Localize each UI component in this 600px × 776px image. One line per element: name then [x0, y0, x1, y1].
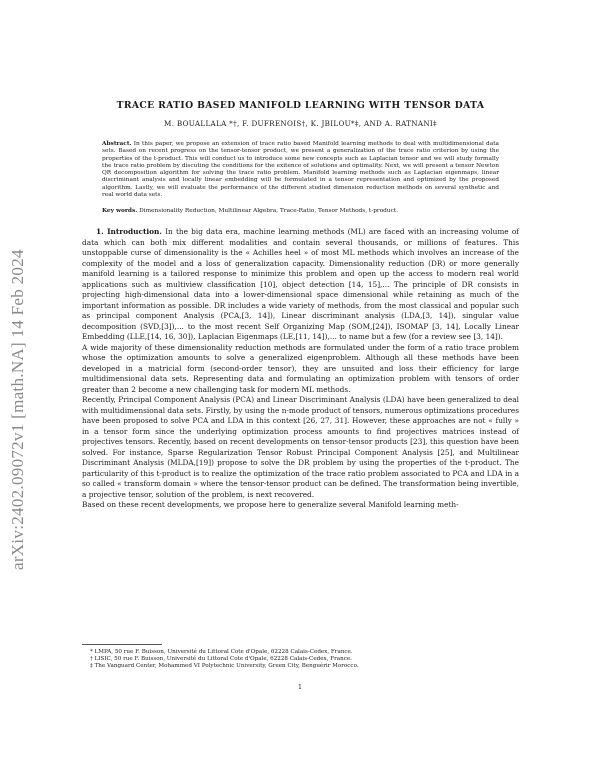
abstract: [102, 141, 499, 199]
arxiv-stamp: arXiv:2402.09072v1 [math.NA] 14 Feb 2024: [8, 249, 27, 570]
footnotes: [82, 644, 519, 671]
keywords-text: Dimensionality Reduction, Multilinear Algebra, Trace-Ratio, Tensor Methods, t-product.: [139, 208, 399, 215]
abstract-label: Abstract.: [102, 141, 132, 147]
keywords-label: Key words.: [102, 208, 138, 215]
author-list: M. BOUALLALA *†, F. DUFRENOIS†, K. JBILOU*‡, AND A. RATNANI‡: [164, 119, 437, 128]
footnote: ‡ The Vanguard Center, Mohammed VI Polytechnic University, Green City, Benguérir Morocco.: [90, 663, 359, 670]
paper-title: TRACE RATIO BASED MANIFOLD LEARNING WITH TENSOR DATA: [116, 100, 485, 111]
footnote: † LISIC, 50 rue F. Buisson, Université du Littoral Cote d'Opale, 62228 Calais-Cedex, France.: [90, 656, 352, 663]
footnote-rule: [82, 644, 162, 645]
paragraph: A wide majority of these dimensionality reduction methods are formulated under the form of a ratio trace problem whose the optimization amounts to solve a generalized eigenproblem. Although all these methods have been developed in a matricial form (second-order tensor), they are unsuited and loss their efficiency for large multidimensional data sets. Representing data and formulating an optimization problem with tensors of order greater than 2 become a new challenging task for modern ML methods.: [82, 342, 519, 394]
paragraph: Based on these recent developments, we propose here to generalize several Manifold learning meth-: [82, 500, 459, 510]
section-heading: 1. Introduction.: [96, 227, 162, 237]
paragraph: [82, 227, 519, 343]
paragraph: Recently, Principal Component Analysis (PCA) and Linear Discriminant Analysis (LDA) have been generalized to deal with multidimensional data sets. Firstly, by using the n-mode product of tensors, numerous optimizations procedures have been proposed to solve PCA and LDA in this context [26, 27, 31]. However, these approaches are not « fully » in a tensor form since the underlying optimization process amounts to find projectives matrices instead of projectives tensors. Recently, based on recent developments on tensor-tensor products [23], this question have been solved. For instance, Sparse Regularization Tensor Robust Principal Component Analysis [25], and Multilinear Discriminant Analysis (MLDA,[19]) propose to solve the DR problem by using the properties of the t-product. The particularity of this t-product is to realize the optimization of the trace ratio problem associated to PCA and LDA in a so called « transform domain » where the tensor-tensor product can be defined. The transformation being invertible, a projective tensor, solution of the problem, is next recovered.: [82, 395, 519, 499]
paper-body: [82, 227, 519, 511]
paragraph-text: In the big data era, machine learning methods (ML) are faced with an increasing volume of data which can both mix different modalities and contain several thousands, or millions of features. This unstoppable curse of dimensionality is the « Achilles heel » of most ML methods which involves an increase of the complexity of the model and a loss of generalization capacity. Dimensionality reduction (DR) or more generally manifold learning is a tailored response to minimize this problem and open up the access to modern real world applications such as multiview classification [10], object detection [14, 15],... The principle of DR consists in projecting high-dimensional data into a lower-dimensional space dimensional while retaining as much of the important information as possible. DR includes a wide variety of methods, from the most classical and popular such as principal component Analysis (PCA,[3, 14]), Linear discriminant analysis (LDA,[3, 14]), singular value decomposition (SVD,[3]),... to the most recent Self Organizing Map (SOM,[24]), ISOMAP [3, 14], Locally Linear Embedding (LLE,[14, 16, 30]), Laplacian Eigenmaps (LE,[11, 14]),... to name but a few (for a review see [3, 14]).: [82, 227, 519, 342]
paper-page: [82, 100, 519, 511]
footnote: * LMPA, 50 rue F. Buisson, Université du Littoral Cote d'Opale, 62228 Calais-Cedex, France.: [90, 649, 353, 655]
page-number: 1: [298, 684, 302, 691]
keywords: [102, 208, 499, 215]
abstract-text: In this paper, we propose an extension of trace ratio based Manifold learning methods to deal with multidimensional data sets. Based on recent progress on the tensor-tensor product, we present a generalization of the trace ratio criterion by using the properties of the t-product. This will conduct us to introduce some new concepts such as Laplacian tensor and we will study formally the trace ratio problem by discuting the conditions for the exitence of solutions and optimality. Next, we will present a tensor Newton QR decomposition algorithm for solving the trace ratio problem. Manifold learning methods such as Laplacian eigenmaps, linear discriminant analysis and locally linear embedding will be formulated in a tensor representation and optimized by the proposed algorithm. Lastly, we will evaluate the performance of the different studied dimension reduction methods on several synthetic and real world data sets.: [102, 141, 499, 199]
